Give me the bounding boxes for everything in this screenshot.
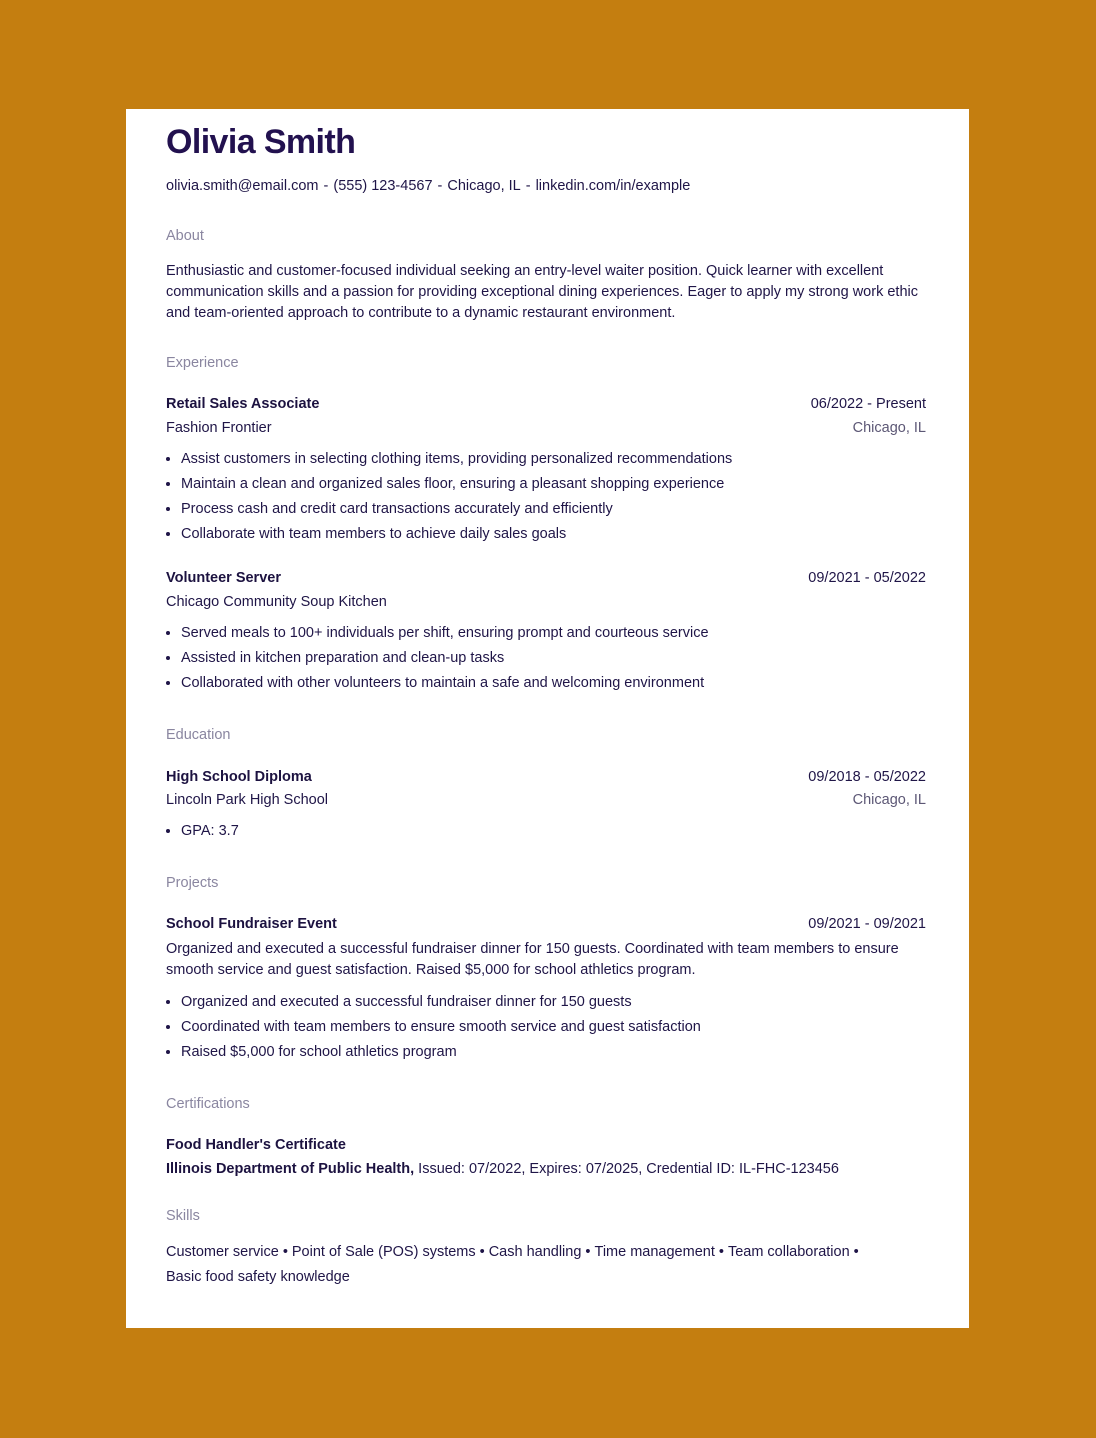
skill-separator: • bbox=[718, 1244, 724, 1260]
job-dates: 06/2022 - Present bbox=[810, 396, 926, 412]
list-item: • Assisted in kitchen preparation and clean-up tasks bbox=[181, 646, 926, 671]
certification-issuer: Illinois Department of Public Health, bbox=[166, 1161, 415, 1177]
phone-text: (555) 123-4567 bbox=[333, 178, 433, 194]
skill-separator: • bbox=[282, 1244, 288, 1260]
certification-name-row bbox=[166, 1135, 926, 1155]
job-location: Chicago, IL bbox=[852, 420, 926, 436]
education-school-row bbox=[166, 790, 926, 810]
project-entry bbox=[166, 914, 926, 1065]
job-company: Chicago Community Soup Kitchen bbox=[166, 594, 387, 610]
list-item: • Process cash and credit card transactions accurately and efficiently bbox=[181, 497, 926, 522]
candidate-name: Olivia Smith bbox=[166, 123, 356, 161]
certification-details-line bbox=[166, 1159, 926, 1179]
skill-item: Basic food safety knowledge bbox=[166, 1269, 350, 1285]
skill-item: Team collaboration bbox=[727, 1244, 850, 1260]
job-bullets bbox=[166, 621, 926, 696]
contact-separator: - bbox=[437, 178, 443, 194]
list-item: • Organized and executed a successful fundraiser dinner for 150 guests bbox=[181, 990, 926, 1015]
job-company-row bbox=[166, 592, 926, 612]
skill-separator: • bbox=[853, 1244, 859, 1260]
about-section-title: About bbox=[166, 228, 204, 244]
list-item: • Assist customers in selecting clothing items, providing personalized recommendations bbox=[181, 447, 926, 472]
resume-page bbox=[126, 109, 969, 1328]
job-entry bbox=[166, 394, 926, 547]
skill-item: Cash handling bbox=[488, 1244, 582, 1260]
certifications-section-title: Certifications bbox=[166, 1096, 250, 1112]
email-link[interactable]: olivia.smith@email.com bbox=[166, 178, 319, 194]
contact-separator: - bbox=[323, 178, 329, 194]
education-bullets bbox=[166, 819, 926, 844]
skill-item: Customer service bbox=[166, 1244, 279, 1260]
job-company: Fashion Frontier bbox=[166, 420, 272, 436]
project-name: School Fundraiser Event bbox=[166, 916, 337, 932]
job-dates: 09/2021 - 05/2022 bbox=[808, 570, 926, 586]
skill-item: Time management bbox=[594, 1244, 715, 1260]
education-dates: 09/2018 - 05/2022 bbox=[808, 769, 926, 785]
skill-separator: • bbox=[479, 1244, 485, 1260]
job-role: Volunteer Server bbox=[166, 570, 281, 586]
list-item: • Collaborate with team members to achieve daily sales goals bbox=[181, 522, 926, 547]
job-entry bbox=[166, 568, 926, 696]
about-text: Enthusiastic and customer-focused individual seeking an entry-level waiter position. Quick learner with excellent communication skills and a passion for providing exceptional dining experiences. Eager to apply my strong work ethic and team-oriented approach to contribute to a dynamic restaurant environment. bbox=[166, 263, 918, 321]
education-location: Chicago, IL bbox=[852, 792, 926, 808]
certification-entry bbox=[166, 1135, 926, 1179]
project-description: Organized and executed a successful fundraiser dinner for 150 guests. Coordinated with team members to ensure smooth service and guest satisfaction. Raised $5,000 for school athletics program. bbox=[166, 941, 899, 978]
education-header-row bbox=[166, 767, 926, 787]
job-bullets bbox=[166, 447, 926, 547]
list-item: • Served meals to 100+ individuals per shift, ensuring prompt and courteous service bbox=[181, 621, 926, 646]
education-section-title: Education bbox=[166, 727, 231, 743]
education-degree: High School Diploma bbox=[166, 769, 312, 785]
location-text: Chicago, IL bbox=[447, 178, 521, 194]
skills-section-title: Skills bbox=[166, 1208, 200, 1224]
job-company-row bbox=[166, 418, 926, 438]
project-dates: 09/2021 - 09/2021 bbox=[808, 916, 926, 932]
skills-list bbox=[166, 1240, 926, 1290]
list-item: • Coordinated with team members to ensure smooth service and guest satisfaction bbox=[181, 1015, 926, 1040]
skill-item: Point of Sale (POS) systems bbox=[291, 1244, 476, 1260]
job-header-row bbox=[166, 394, 926, 414]
contact-line bbox=[166, 176, 926, 196]
job-role: Retail Sales Associate bbox=[166, 396, 320, 412]
education-school: Lincoln Park High School bbox=[166, 792, 329, 808]
contact-separator: - bbox=[525, 178, 531, 194]
list-item: • GPA: 3.7 bbox=[181, 819, 926, 844]
experience-section-title: Experience bbox=[166, 355, 239, 371]
education-entry bbox=[166, 767, 926, 844]
list-item: • Collaborated with other volunteers to maintain a safe and welcoming environment bbox=[181, 671, 926, 696]
project-bullets bbox=[166, 990, 926, 1065]
linkedin-link[interactable]: linkedin.com/in/example bbox=[535, 178, 691, 194]
certification-name: Food Handler's Certificate bbox=[166, 1137, 346, 1153]
project-header-row bbox=[166, 914, 926, 934]
certification-details: Issued: 07/2022, Expires: 07/2025, Credential ID: IL-FHC-123456 bbox=[414, 1161, 839, 1177]
list-item: • Raised $5,000 for school athletics program bbox=[181, 1040, 926, 1065]
job-header-row bbox=[166, 568, 926, 588]
list-item: • Maintain a clean and organized sales floor, ensuring a pleasant shopping experience bbox=[181, 472, 926, 497]
projects-section-title: Projects bbox=[166, 875, 219, 891]
skill-separator: • bbox=[585, 1244, 591, 1260]
